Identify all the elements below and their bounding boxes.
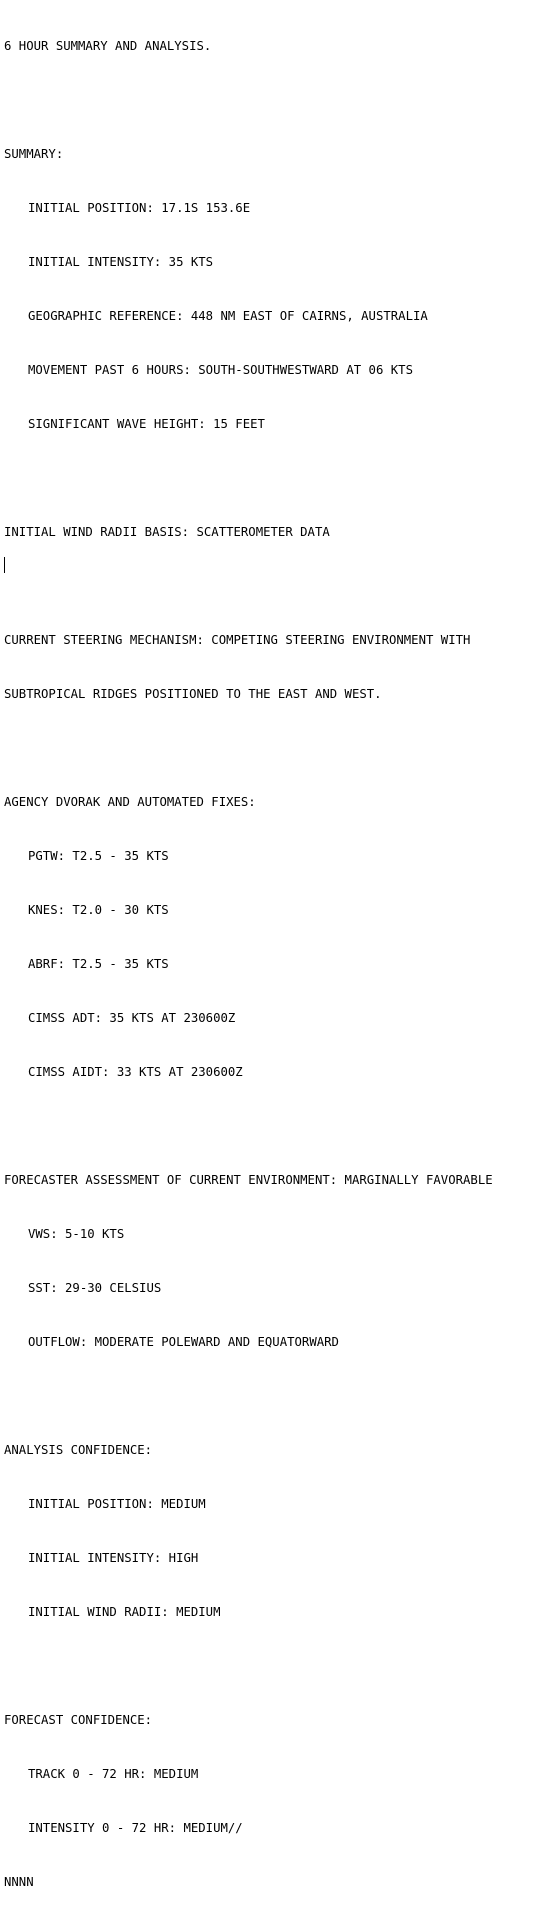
sst-line: SST: 29-30 CELSIUS bbox=[28, 1281, 162, 1295]
analysis-position-line: INITIAL POSITION: MEDIUM bbox=[28, 1497, 206, 1511]
analysis-wind-radii-line: INITIAL WIND RADII: MEDIUM bbox=[28, 1605, 221, 1619]
end-marker: NNNN bbox=[4, 1875, 34, 1889]
forecast-track-line: TRACK 0 - 72 HR: MEDIUM bbox=[28, 1767, 199, 1781]
summary-heading: SUMMARY: bbox=[4, 147, 64, 161]
fixes-heading: AGENCY DVORAK AND AUTOMATED FIXES: bbox=[4, 795, 256, 809]
fix-abrf: ABRF: T2.5 - 35 KTS bbox=[28, 957, 169, 971]
blank-line bbox=[4, 1117, 493, 1135]
blank-line bbox=[4, 739, 493, 757]
fix-pgtw: PGTW: T2.5 - 35 KTS bbox=[28, 849, 169, 863]
vws-line: VWS: 5-10 KTS bbox=[28, 1227, 125, 1241]
geographic-reference-line: GEOGRAPHIC REFERENCE: 448 NM EAST OF CAIRNS, AUSTRALIA bbox=[28, 309, 428, 323]
outflow-line: OUTFLOW: MODERATE POLEWARD AND EQUATORWARD bbox=[28, 1335, 339, 1349]
fix-knes: KNES: T2.0 - 30 KTS bbox=[28, 903, 169, 917]
forecast-confidence-heading: FORECAST CONFIDENCE: bbox=[4, 1713, 153, 1727]
analysis-confidence-heading: ANALYSIS CONFIDENCE: bbox=[4, 1443, 153, 1457]
steering-line-1: CURRENT STEERING MECHANISM: COMPETING STEERING ENVIRONMENT WITH bbox=[4, 633, 471, 647]
initial-position-line: INITIAL POSITION: 17.1S 153.6E bbox=[28, 201, 251, 215]
bulletin-title: 6 HOUR SUMMARY AND ANALYSIS. bbox=[4, 39, 212, 53]
movement-line: MOVEMENT PAST 6 HOURS: SOUTH-SOUTHWESTWARD AT 06 KTS bbox=[28, 363, 413, 377]
wave-height-line: SIGNIFICANT WAVE HEIGHT: 15 FEET bbox=[28, 417, 265, 431]
blank-line bbox=[4, 577, 493, 595]
blank-line bbox=[4, 1657, 493, 1675]
analysis-intensity-line: INITIAL INTENSITY: HIGH bbox=[28, 1551, 199, 1565]
blank-line bbox=[4, 91, 493, 109]
bulletin-text[interactable] bbox=[4, 1, 493, 1909]
fix-cimss-aidt: CIMSS AIDT: 33 KTS AT 230600Z bbox=[28, 1065, 243, 1079]
initial-intensity-line: INITIAL INTENSITY: 35 KTS bbox=[28, 255, 214, 269]
forecast-intensity-line: INTENSITY 0 - 72 HR: MEDIUM// bbox=[28, 1821, 243, 1835]
wind-radii-basis-line: INITIAL WIND RADII BASIS: SCATTEROMETER DATA bbox=[4, 525, 330, 539]
blank-line bbox=[4, 469, 493, 487]
text-cursor bbox=[4, 557, 5, 573]
fix-cimss-adt: CIMSS ADT: 35 KTS AT 230600Z bbox=[28, 1011, 236, 1025]
blank-line bbox=[4, 1387, 493, 1405]
steering-line-2: SUBTROPICAL RIDGES POSITIONED TO THE EAST AND WEST. bbox=[4, 687, 382, 701]
environment-heading: FORECASTER ASSESSMENT OF CURRENT ENVIRONMENT: MARGINALLY FAVORABLE bbox=[4, 1173, 493, 1187]
